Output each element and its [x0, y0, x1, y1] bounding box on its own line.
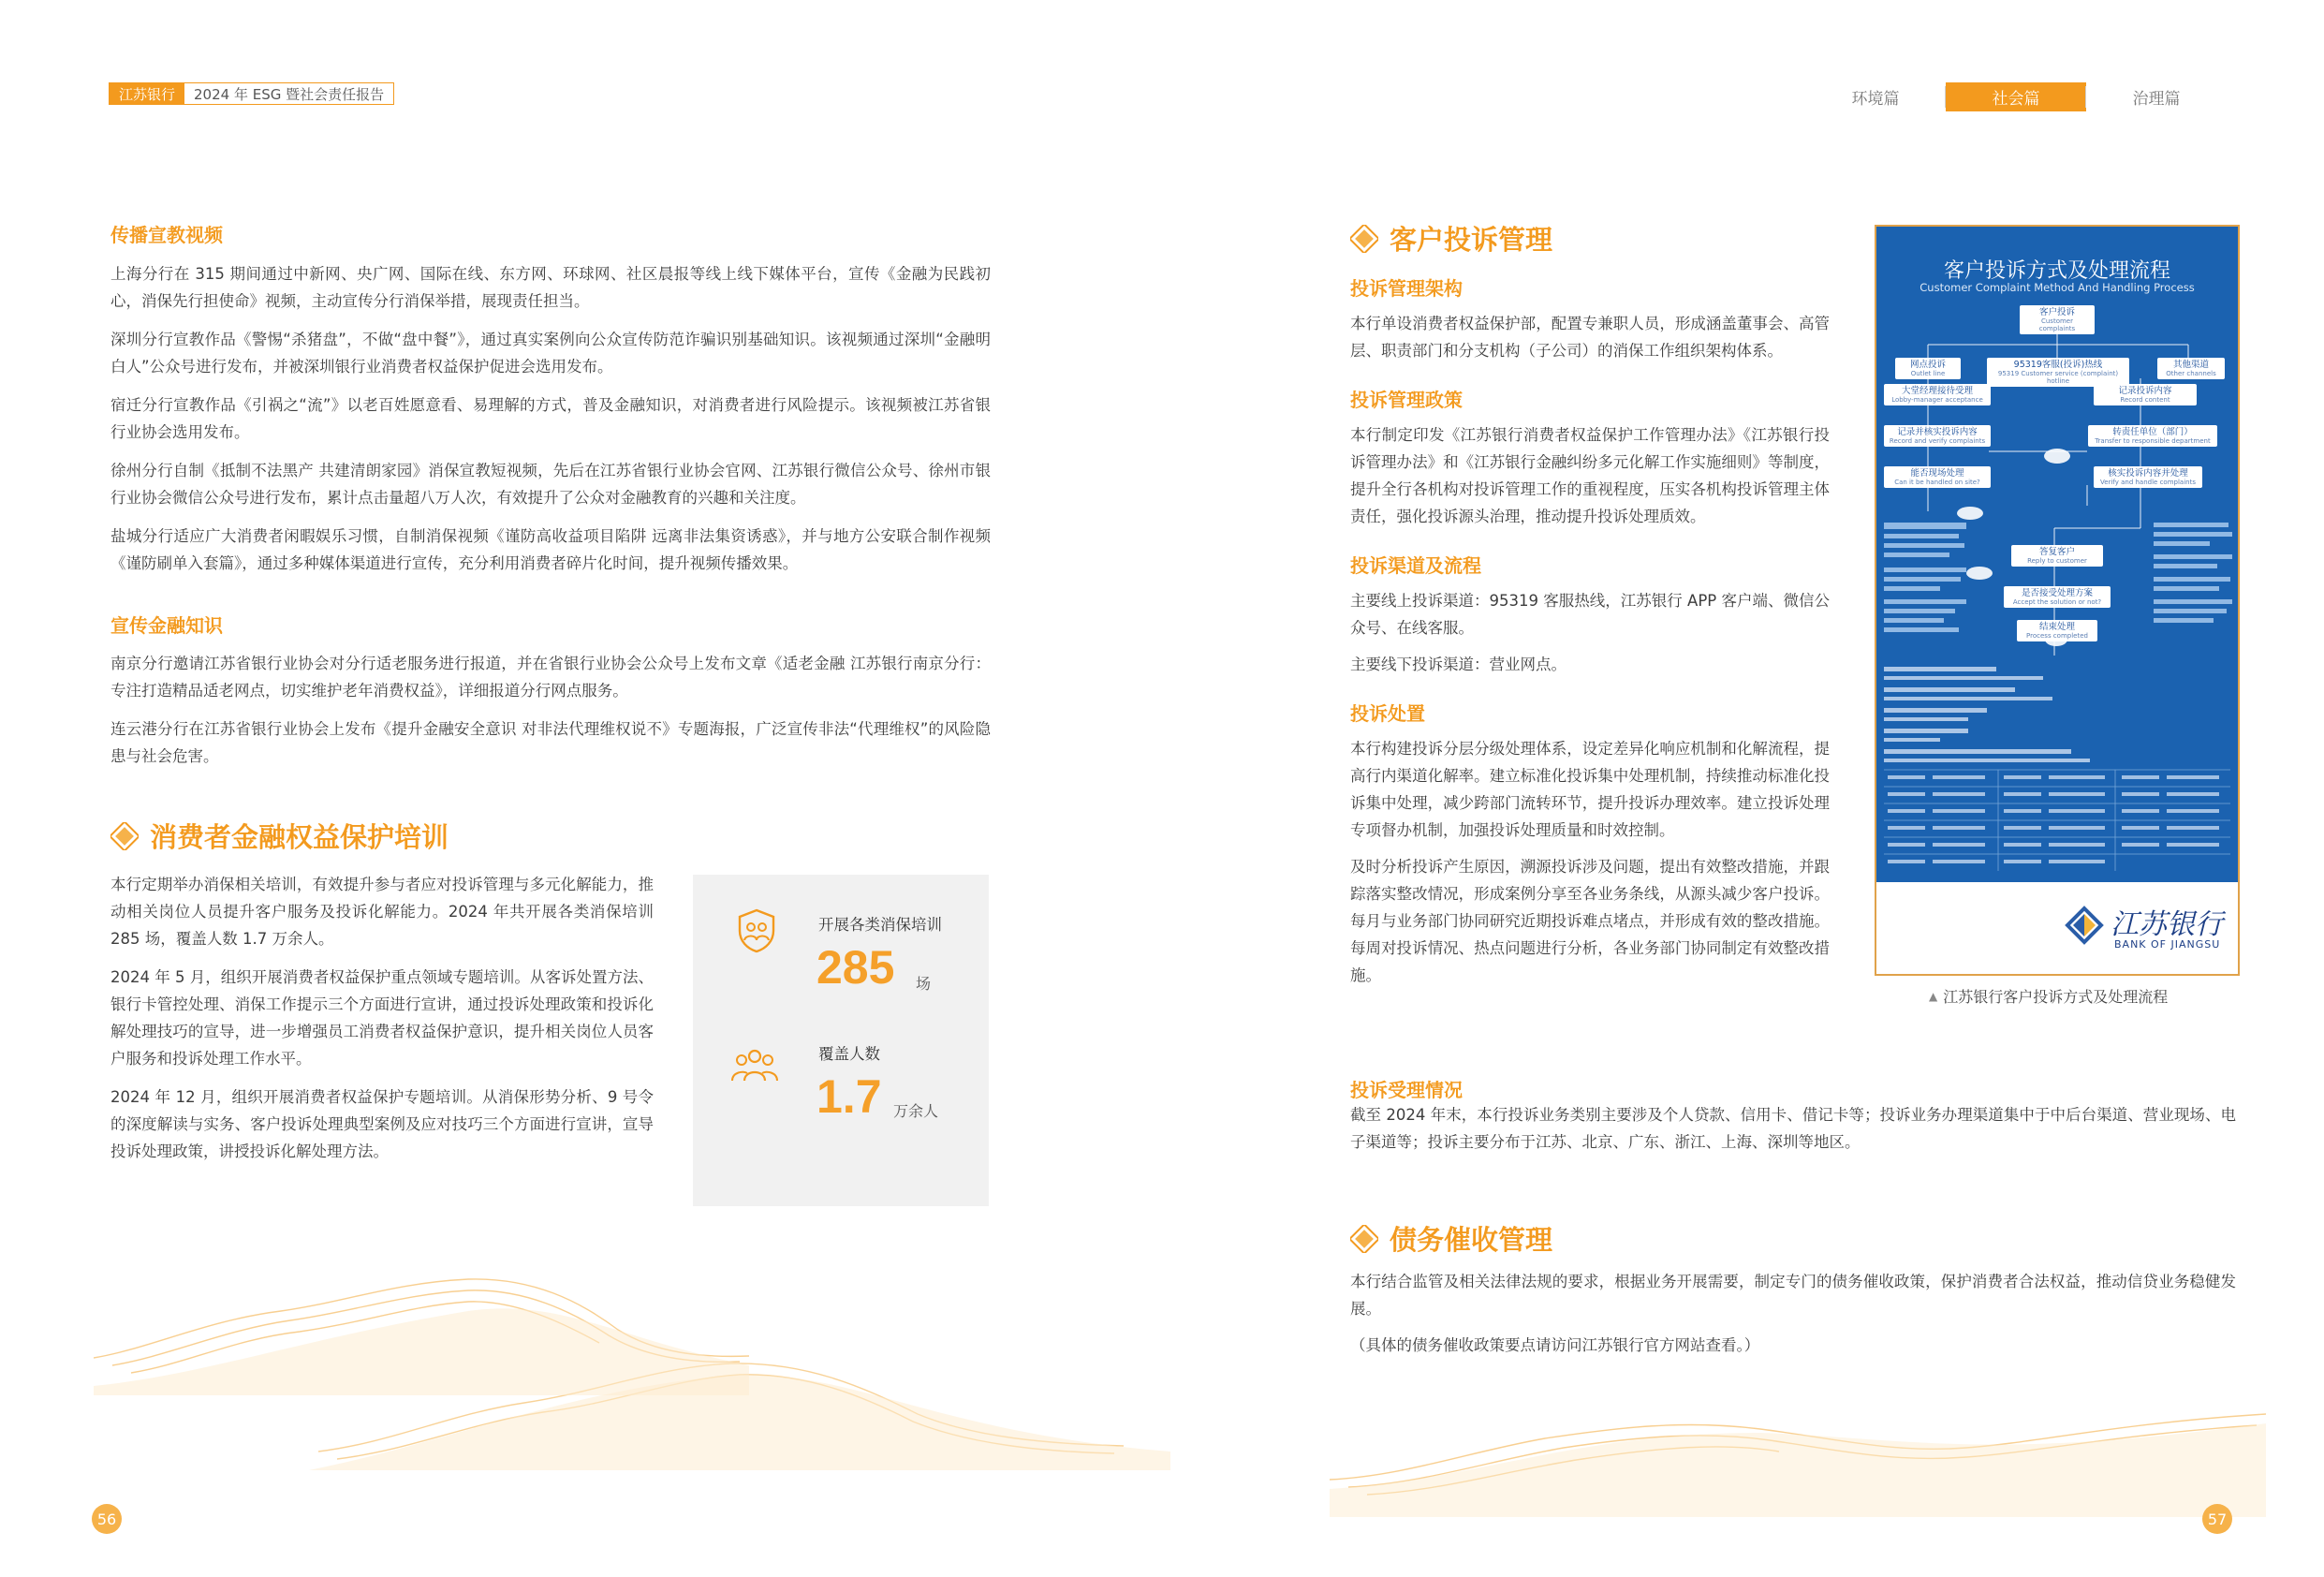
flow-node: 答复客户 Reply to customer — [2011, 545, 2103, 567]
paragraph: 本行制定印发《江苏银行消费者权益保护工作管理办法》《江苏银行投诉管理办法》和《江苏银行金融纠纷多元化解工作实施细则》等制度，提升全行各机构对投诉管理工作的重视程度，压实各机构投诉管理主体责任，强化投诉源头治理，推动提升投诉处理质效。 — [1350, 426, 1830, 525]
main-heading-debt — [1350, 1219, 1552, 1258]
paragraph: 徐州分行自制《抵制不法黑产 共建清朗家园》消保宣教短视频，先后在江苏省银行业协会官网、江苏银行微信公众号、徐州市银行业协会微信公众号进行发布，累计点击量超八万人次，有效提升了公众对金融教育的兴趣和关注度。 — [110, 462, 991, 507]
paragraph: 本行定期举办消保相关培训，有效提升参与者应对投诉管理与多元化解能力，推动相关岗位人员提升客户服务及投诉化解能力。2024 年共开展各类消保培训 285 场，覆盖人数 1.7 万余人。 — [110, 876, 654, 948]
bank-logo-cn: 江苏银行 — [2111, 908, 2223, 941]
diamond-icon — [1350, 225, 1378, 253]
stat-label-trainings: 开展各类消保培训 — [818, 916, 942, 934]
paragraph: 2024 年 12 月，组织开展消费者权益保护专题培训。从消保形势分析、9 号令的深度解读与实务、客户投诉处理典型案例及应对技巧三个方面进行宣讲，宣导投诉处理政策，讲授投诉化解处理方法。 — [110, 1088, 654, 1160]
section-title-handling: 投诉处置 — [1350, 702, 1425, 725]
paragraph: 深圳分行宣教作品《警惕“杀猪盘”，不做“盘中餐”》，通过真实案例向公众宣传防范诈骗识别基础知识。该视频通过深圳“金融明白人”公众号进行发布，并被深圳银行业消费者权益保护促进会选用发布。 — [110, 331, 991, 376]
bank-logo-en: BANK OF JIANGSU — [2114, 938, 2221, 951]
flow-node: 记录投诉内容 Record content — [2094, 384, 2197, 405]
flow-node: 转责任单位（部门） Transfer to responsible department — [2088, 425, 2217, 447]
stat-value-coverage: 1.7 — [816, 1070, 882, 1123]
paragraph: 盐城分行适应广大消费者闲暇娱乐习惯，自制消保视频《谨防高收益项目陷阱 远离非法集资诱惑》，并与地方公安联合制作视频《谨防刷单入套篇》，通过多种媒体渠道进行宣传，充分利用消费者碎片化时间，提升视频传播效果。 — [110, 527, 991, 572]
flow-node: 95319客服(投诉)热线 95319 Customer service (complaint) hotline — [1987, 358, 2129, 387]
complaint-flow-poster — [1875, 225, 2240, 976]
section-title-policy: 投诉管理政策 — [1350, 389, 1463, 411]
poster-logo-area — [1876, 882, 2238, 974]
stat-value-trainings: 285 — [816, 941, 895, 994]
paragraph: （具体的债务催收政策要点请访问江苏银行官方网站查看。） — [1350, 1336, 1760, 1354]
paragraph-acceptance: 截至 2024 年末，本行投诉业务类别主要涉及个人贷款、信用卡、借记卡等；投诉业务办理渠道集中于中后台渠道、营业现场、电子渠道等；投诉主要分布于江苏、北京、广东、浙江、上海、深圳等地区。 — [1350, 1106, 2236, 1151]
flow-node: 记录并核实投诉内容 Record and verify complaints — [1884, 425, 1991, 447]
flow-node: 其他渠道 Other channels — [2157, 358, 2225, 379]
training-stats-panel — [693, 875, 989, 1206]
debt-paragraphs — [1350, 1268, 2236, 1359]
flow-node: 大堂经理接待受理 Lobby-manager acceptance — [1884, 384, 1991, 405]
paragraph: 本行结合监管及相关法律法规的要求，根据业务开展需要，制定专门的债务催收政策，保护消费者合法权益，推动信贷业务稳健发展。 — [1350, 1273, 2236, 1318]
main-heading-complaints — [1350, 219, 1552, 258]
poster-caption — [1929, 985, 2168, 1007]
main-heading-text: 消费者金融权益保护培训 — [150, 821, 449, 853]
tab-environment[interactable]: 环境篇 — [1851, 90, 1900, 109]
paragraph: 南京分行邀请江苏省银行业协会对分行适老服务进行报道，并在省银行业协会公众号上发布文章《适老金融 江苏银行南京分行：专注打造精品适老网点，切实维护老年消费权益》，详细报道分行网点服务。 — [110, 655, 991, 700]
paragraph: 宿迁分行宣教作品《引祸之“流”》以老百姓愿意看、易理解的方式，普及金融知识，对消费者进行风险提示。该视频被江苏省银行业协会选用发布。 — [110, 396, 991, 441]
mountain-decoration-right — [1330, 1386, 2266, 1517]
videos-paragraphs — [110, 260, 991, 588]
poster-subtitle: Customer Complaint Method And Handling Process — [1920, 281, 2195, 294]
paragraph: 主要线下投诉渠道：营业网点。 — [1350, 656, 1566, 673]
main-heading-text: 客户投诉管理 — [1390, 224, 1553, 256]
paragraph: 2024 年 5 月，组织开展消费者权益保护重点领域专题培训。从客诉处置方法、银行卡管控处理、消保工作提示三个方面进行宣讲，通过投诉处理政策和投诉化解处理技巧的宣导，进一步增强员工消费者权益保护意识，提升相关岗位人员客户服务和投诉处理工作水平。 — [110, 968, 654, 1068]
diamond-icon — [1350, 1225, 1378, 1253]
paragraph: 上海分行在 315 期间通过中新网、央广网、国际在线、东方网、环球网、社区晨报等线上线下媒体平台，宣传《金融为民践初心，消保先行担使命》视频，主动宣传分行消保举措，展现责任担当。 — [110, 265, 991, 310]
main-heading-training — [110, 817, 449, 855]
paragraph: 主要线上投诉渠道：95319 客服热线，江苏银行 APP 客户端、微信公众号、在线客服。 — [1350, 592, 1830, 637]
diamond-icon — [110, 822, 139, 850]
main-heading-text: 债务催收管理 — [1390, 1224, 1553, 1256]
flow-node: 是否接受处理方案 Accept the solution or not? — [2004, 586, 2111, 608]
triangle-up-icon: ▲ — [1929, 989, 1938, 1003]
report-title: 2024 年 ESG 暨社会责任报告 — [194, 85, 385, 103]
page-number-right: 57 — [2207, 1511, 2228, 1528]
brand-name: 江苏银行 — [110, 83, 184, 104]
knowledge-paragraphs — [110, 650, 991, 781]
section-title-channels: 投诉渠道及流程 — [1350, 554, 1481, 577]
poster-caption-text: 江苏银行客户投诉方式及处理流程 — [1943, 988, 2169, 1006]
section-title-financial-knowledge: 宣传金融知识 — [110, 614, 223, 637]
paragraph: 及时分析投诉产生原因，溯源投诉涉及问题，提出有效整改措施，并跟踪落实整改情况，形成案例分享至各业务条线，从源头减少客户投诉。每月与业务部门协同研究近期投诉难点堵点，并形成有效的整改措施。每周对投诉情况、热点问题进行分析，各业务部门协同制定有效整改措施。 — [1350, 858, 1830, 984]
flow-node: 客户投诉 Customer complaints — [2020, 305, 2095, 334]
report-brand-tag — [109, 82, 394, 105]
section-title-videos: 传播宣教视频 — [110, 224, 223, 246]
section-title-acceptance: 投诉受理情况 — [1350, 1079, 1463, 1101]
page-number-left: 56 — [96, 1511, 117, 1528]
tab-governance[interactable]: 治理篇 — [2086, 82, 2227, 111]
paragraph: 本行单设消费者权益保护部，配置专兼职人员，形成涵盖董事会、高管层、职责部门和分支机构（子公司）的消保工作组织架构体系。 — [1350, 315, 1830, 360]
flow-node: 结束处理 Process completed — [2017, 620, 2097, 641]
poster-title: 客户投诉方式及处理流程 — [1943, 259, 2170, 283]
mountain-decoration-left — [94, 1245, 1170, 1470]
complaint-sections — [1350, 273, 1830, 1010]
tab-social[interactable]: 社会篇 — [1946, 82, 2086, 111]
shield-people-icon — [732, 906, 781, 955]
paragraph: 连云港分行在江苏省银行业协会上发布《提升金融安全意识 对非法代理维权说不》专题海报，广泛宣传非法“代理维权”的风险隐患与社会危害。 — [110, 720, 991, 765]
paragraph: 本行构建投诉分层分级处理体系，设定差异化响应机制和化解流程，提高行内渠道化解率。建立标准化投诉集中处理机制，持续推动标准化投诉集中处理，减少跨部门流转环节，提升投诉办理效率。建立投诉处理专项督办机制，加强投诉处理质量和时效控制。 — [1350, 740, 1830, 839]
stat-unit-coverage: 万余人 — [893, 1102, 939, 1120]
group-people-icon — [730, 1041, 779, 1090]
stat-unit-trainings: 场 — [916, 975, 932, 993]
flow-node: 能否现场处理 Can it be handled on site? — [1884, 466, 1991, 488]
bank-logo-icon — [2064, 905, 2105, 946]
flow-node: 核实投诉内容并处理 Verify and handle complaints — [2094, 466, 2202, 488]
flow-node: 网点投诉 Outlet line — [1895, 358, 1961, 379]
section-title-structure: 投诉管理架构 — [1350, 277, 1463, 300]
section-tabs — [1805, 82, 2227, 111]
stat-label-coverage: 覆盖人数 — [818, 1045, 880, 1063]
training-paragraphs — [110, 871, 654, 1176]
